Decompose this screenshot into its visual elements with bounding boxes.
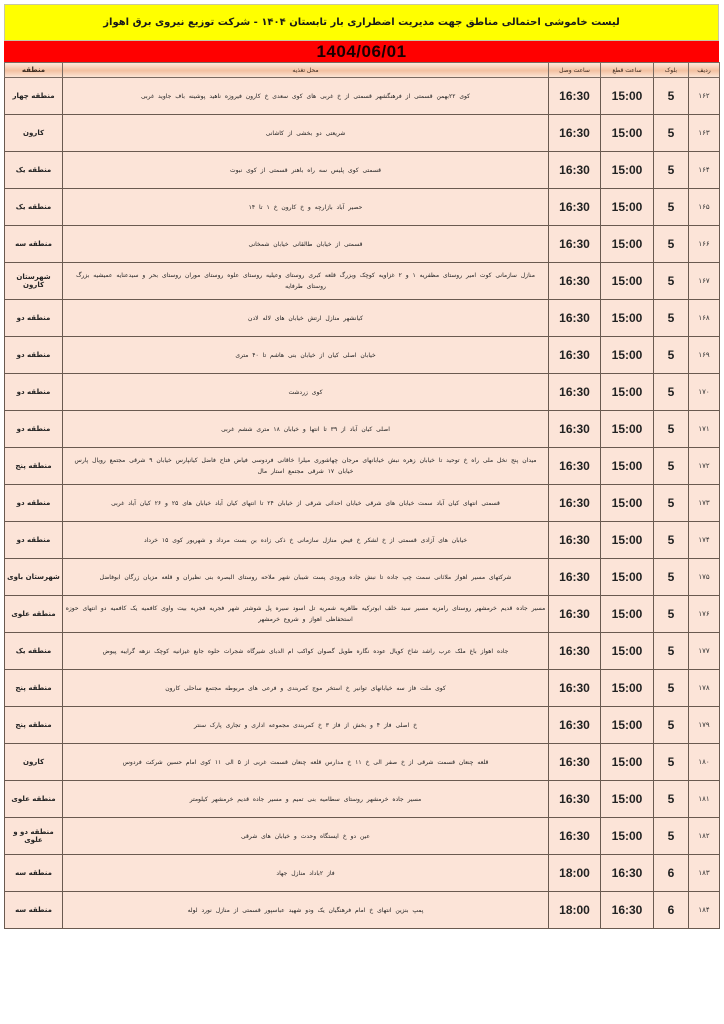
location-cell: قسمتی کوی پلیس سه راه باهنر قسمتی از کوی نبوت [63, 152, 549, 189]
location-cell: شریعتی دو بخشی از کاشانی [63, 115, 549, 152]
cut-time-cell: 15:00 [601, 781, 654, 818]
row-number-cell: ۱۶۳ [689, 115, 720, 152]
block-cell: 5 [654, 522, 689, 559]
table-row [5, 337, 720, 374]
region-cell: منطقه چهار [5, 78, 63, 115]
table-row [5, 485, 720, 522]
block-cell: 5 [654, 152, 689, 189]
connect-time-cell: 16:30 [549, 485, 601, 522]
row-number-cell: ۱۷۸ [689, 670, 720, 707]
schedule-date: 1404/06/01 [316, 41, 407, 61]
cut-time-cell: 15:00 [601, 744, 654, 781]
location-cell: خیابان های آزادی قسمتی از خ لشکر خ فیض منازل سازمانی خ ذکی زاده بن بست مرداد و شهریور کوی ۱۵ خرداد [63, 522, 549, 559]
row-number-cell: ۱۷۷ [689, 633, 720, 670]
connect-time-cell: 16:30 [549, 78, 601, 115]
region-cell: منطقه سه [5, 226, 63, 263]
location-cell: خ اصلی فاز ۴ و بخش از فاز ۳ خ کمربندی مجموعه اداری و تجاری پارک سنتر [63, 707, 549, 744]
table-row [5, 411, 720, 448]
location-cell: مسیر جاده قدیم خرمشهر روستای رامزیه مسیر سید خلف ابوترکیه طاهریه شمریه تل اسود سیره پل شوشتر شهر فجریه فجریه بیت واوی کافمیه یک کافمیه دو انتهای حوزه استحفاظی اهواز و شروع خرمشهر [63, 596, 549, 633]
block-cell: 5 [654, 300, 689, 337]
connect-time-cell: 16:30 [549, 337, 601, 374]
location-cell: کوی ملت فاز سه خیابانهای توانیر خ استخر موج کمربندی و فرعی های مربوطه مجتمع ساحلی کارون [63, 670, 549, 707]
table-row [5, 189, 720, 226]
block-cell: 5 [654, 781, 689, 818]
row-number-cell: ۱۷۴ [689, 522, 720, 559]
block-cell: 5 [654, 559, 689, 596]
location-cell: اصلی کیان آباد از ۳۹ تا انتها و خیابان ۱۸ متری ششم غربی [63, 411, 549, 448]
block-cell: 5 [654, 596, 689, 633]
document-title: لیست خاموشی احتمالی مناطق جهت مدیریت اضطراری بار تابستان ۱۴۰۴ - شرکت توزیع نیروی برق اهواز [103, 17, 620, 28]
location-cell: قسمتی از خیابان طالقانی خیابان شمخانی [63, 226, 549, 263]
table-row [5, 744, 720, 781]
table-row [5, 633, 720, 670]
location-cell: جاده اهواز باغ ملک عرب راشد شاخ کویال عوده نگاره طویل گصوان کواکب ام الدبای شیرگاه شجرات حلوه جابع غیزانیه کوچک نزهه گرایبه پیوض [63, 633, 549, 670]
location-cell: پمپ بنزین انتهای خ امام فرهنگیان یک ودو شهید عباسپور قسمتی از منازل نورد لوله [63, 892, 549, 929]
table-row [5, 707, 720, 744]
connect-time-cell: 16:30 [549, 781, 601, 818]
table-row [5, 596, 720, 633]
table-body [5, 78, 720, 929]
table-row [5, 781, 720, 818]
cut-time-cell: 15:00 [601, 337, 654, 374]
block-cell: 5 [654, 263, 689, 300]
table-row [5, 263, 720, 300]
connect-time-cell: 16:30 [549, 448, 601, 485]
block-cell: 5 [654, 633, 689, 670]
location-cell: کیانشهر منازل ارتش خیابان های لاله لادن [63, 300, 549, 337]
region-cell: منطقه دو [5, 374, 63, 411]
location-cell: فاز ۲باداد منازل جهاد [63, 855, 549, 892]
row-number-cell: ۱۷۰ [689, 374, 720, 411]
header-location: محل تغذیه [63, 63, 549, 78]
connect-time-cell: 16:30 [549, 522, 601, 559]
row-number-cell: ۱۶۴ [689, 152, 720, 189]
cut-time-cell: 15:00 [601, 152, 654, 189]
header-row-number: ردیف [689, 63, 720, 78]
cut-time-cell: 15:00 [601, 485, 654, 522]
cut-time-cell: 15:00 [601, 411, 654, 448]
table-row [5, 226, 720, 263]
block-cell: 5 [654, 448, 689, 485]
cut-time-cell: 16:30 [601, 855, 654, 892]
region-cell: منطقه سه [5, 892, 63, 929]
region-cell: منطقه یک [5, 152, 63, 189]
location-cell: میدان پنج نخل ملی راه خ توحید تا خیابان زهره نبش خیابانهای مرجان چهاشوری میلرا خاقانی فردوسی فیاض فتاح فاضل کیانپارس خیابان ۹ شرقی مجتمع رویال پارس خیابان ۱۷ شرقی مجتمع استار مال [63, 448, 549, 485]
location-cell: شرکتهای مسیر اهواز ملاثانی سمت چپ جاده تا نبش جاده ورودی پست شیبان شهر ملاحه روستای البصره بنی نظیران و قلعه مزیان زرگان ابوفاضل [63, 559, 549, 596]
connect-time-cell: 16:30 [549, 300, 601, 337]
connect-time-cell: 16:30 [549, 189, 601, 226]
table-row [5, 115, 720, 152]
region-cell: کارون [5, 744, 63, 781]
row-number-cell: ۱۶۷ [689, 263, 720, 300]
row-number-cell: ۱۷۱ [689, 411, 720, 448]
block-cell: 5 [654, 337, 689, 374]
cut-time-cell: 15:00 [601, 670, 654, 707]
connect-time-cell: 18:00 [549, 855, 601, 892]
block-cell: 5 [654, 744, 689, 781]
region-cell: منطقه دو [5, 411, 63, 448]
region-cell: منطقه پنج [5, 670, 63, 707]
block-cell: 5 [654, 115, 689, 152]
location-cell: قسمتی انتهای کیان آباد سمت خیابان های شرقی خیابان احداثی شرقی از خیابان ۲۴ تا انتهای کیان آباد خیابان های ۲۵ و ۲۶ کیان آباد غربی [63, 485, 549, 522]
header-block: بلوک [654, 63, 689, 78]
row-number-cell: ۱۶۵ [689, 189, 720, 226]
connect-time-cell: 16:30 [549, 226, 601, 263]
date-banner [4, 41, 719, 62]
header-cut-time: ساعت قطع [601, 63, 654, 78]
region-cell: منطقه دو [5, 300, 63, 337]
region-cell: منطقه پنج [5, 448, 63, 485]
location-cell: خیابان اصلی کیان از خیابان بنی هاشم تا ۴۰ متری [63, 337, 549, 374]
row-number-cell: ۱۸۴ [689, 892, 720, 929]
region-cell: شهرستان کارون [5, 263, 63, 300]
connect-time-cell: 16:30 [549, 152, 601, 189]
location-cell: عین دو خ ایستگاه وحدت و خیابان های شرقی [63, 818, 549, 855]
block-cell: 5 [654, 189, 689, 226]
region-cell: منطقه دو [5, 485, 63, 522]
location-cell: مسیر جاده خرمشهر روستای سطامیه بنی تمیم و مسیر جاده قدیم خرمشهر کیلومتر [63, 781, 549, 818]
cut-time-cell: 15:00 [601, 707, 654, 744]
region-cell: منطقه سه [5, 855, 63, 892]
table-row [5, 559, 720, 596]
location-cell: کوی ۲۲بهمن قسمتی از فرهنگشهر قسمتی از خ غربی های کوی سعدی خ کارون فیروزه ناهید پوشینه باف جاوید غربی [63, 78, 549, 115]
row-number-cell: ۱۸۰ [689, 744, 720, 781]
block-cell: 6 [654, 855, 689, 892]
block-cell: 6 [654, 892, 689, 929]
cut-time-cell: 15:00 [601, 263, 654, 300]
row-number-cell: ۱۶۶ [689, 226, 720, 263]
region-cell: شهرستان باوی [5, 559, 63, 596]
connect-time-cell: 16:30 [549, 707, 601, 744]
region-cell: کارون [5, 115, 63, 152]
row-number-cell: ۱۷۶ [689, 596, 720, 633]
table-row [5, 448, 720, 485]
block-cell: 5 [654, 707, 689, 744]
location-cell: کوی زردشت [63, 374, 549, 411]
connect-time-cell: 16:30 [549, 596, 601, 633]
connect-time-cell: 16:30 [549, 744, 601, 781]
connect-time-cell: 16:30 [549, 559, 601, 596]
cut-time-cell: 15:00 [601, 189, 654, 226]
row-number-cell: ۱۷۲ [689, 448, 720, 485]
region-cell: منطقه دو و علوی [5, 818, 63, 855]
connect-time-cell: 16:30 [549, 115, 601, 152]
block-cell: 5 [654, 818, 689, 855]
row-number-cell: ۱۷۵ [689, 559, 720, 596]
cut-time-cell: 15:00 [601, 300, 654, 337]
cut-time-cell: 16:30 [601, 892, 654, 929]
header-region: منطقه [5, 63, 63, 78]
table-row [5, 300, 720, 337]
row-number-cell: ۱۶۸ [689, 300, 720, 337]
row-number-cell: ۱۶۹ [689, 337, 720, 374]
connect-time-cell: 16:30 [549, 818, 601, 855]
cut-time-cell: 15:00 [601, 633, 654, 670]
location-cell: حصیر آباد بازارچه و خ کارون خ ۱ تا ۱۴ [63, 189, 549, 226]
connect-time-cell: 16:30 [549, 374, 601, 411]
cut-time-cell: 15:00 [601, 78, 654, 115]
outage-schedule-sheet [4, 4, 719, 929]
connect-time-cell: 16:30 [549, 411, 601, 448]
region-cell: منطقه علوی [5, 596, 63, 633]
row-number-cell: ۱۷۹ [689, 707, 720, 744]
table-header-row [5, 63, 720, 78]
cut-time-cell: 15:00 [601, 374, 654, 411]
location-cell: منازل سازمانی کوت امیر روستای مظفریه ۱ و ۲ غزاویه کوچک وبزرگ قلعه کبری روستای وعیلیه روستای علوه روستای موران روستای بحر و سیدعنایه عمیشیه بزرگ روستای طرفایه [63, 263, 549, 300]
table-row [5, 892, 720, 929]
row-number-cell: ۱۸۱ [689, 781, 720, 818]
block-cell: 5 [654, 485, 689, 522]
block-cell: 5 [654, 670, 689, 707]
region-cell: منطقه پنج [5, 707, 63, 744]
connect-time-cell: 16:30 [549, 633, 601, 670]
cut-time-cell: 15:00 [601, 559, 654, 596]
region-cell: منطقه یک [5, 189, 63, 226]
outage-table [4, 62, 720, 929]
cut-time-cell: 15:00 [601, 818, 654, 855]
row-number-cell: ۱۸۳ [689, 855, 720, 892]
connect-time-cell: 18:00 [549, 892, 601, 929]
region-cell: منطقه یک [5, 633, 63, 670]
table-row [5, 670, 720, 707]
block-cell: 5 [654, 411, 689, 448]
block-cell: 5 [654, 226, 689, 263]
connect-time-cell: 16:30 [549, 670, 601, 707]
table-row [5, 818, 720, 855]
block-cell: 5 [654, 78, 689, 115]
table-row [5, 152, 720, 189]
connect-time-cell: 16:30 [549, 263, 601, 300]
row-number-cell: ۱۶۲ [689, 78, 720, 115]
region-cell: منطقه دو [5, 522, 63, 559]
location-cell: قلعه چنعان قسمت شرقی از خ صفر الی خ ۱۱ خ مدارس قلعه چنعان قسمت غربی از ۵ الی ۱۱ کوی امام حسین شرکت فردوس [63, 744, 549, 781]
block-cell: 5 [654, 374, 689, 411]
row-number-cell: ۱۷۳ [689, 485, 720, 522]
table-row [5, 374, 720, 411]
table-row [5, 78, 720, 115]
table-row [5, 855, 720, 892]
row-number-cell: ۱۸۲ [689, 818, 720, 855]
cut-time-cell: 15:00 [601, 115, 654, 152]
cut-time-cell: 15:00 [601, 522, 654, 559]
cut-time-cell: 15:00 [601, 226, 654, 263]
region-cell: منطقه دو [5, 337, 63, 374]
region-cell: منطقه علوی [5, 781, 63, 818]
table-row [5, 522, 720, 559]
cut-time-cell: 15:00 [601, 448, 654, 485]
cut-time-cell: 15:00 [601, 596, 654, 633]
header-connect-time: ساعت وصل [549, 63, 601, 78]
title-banner [4, 4, 719, 41]
